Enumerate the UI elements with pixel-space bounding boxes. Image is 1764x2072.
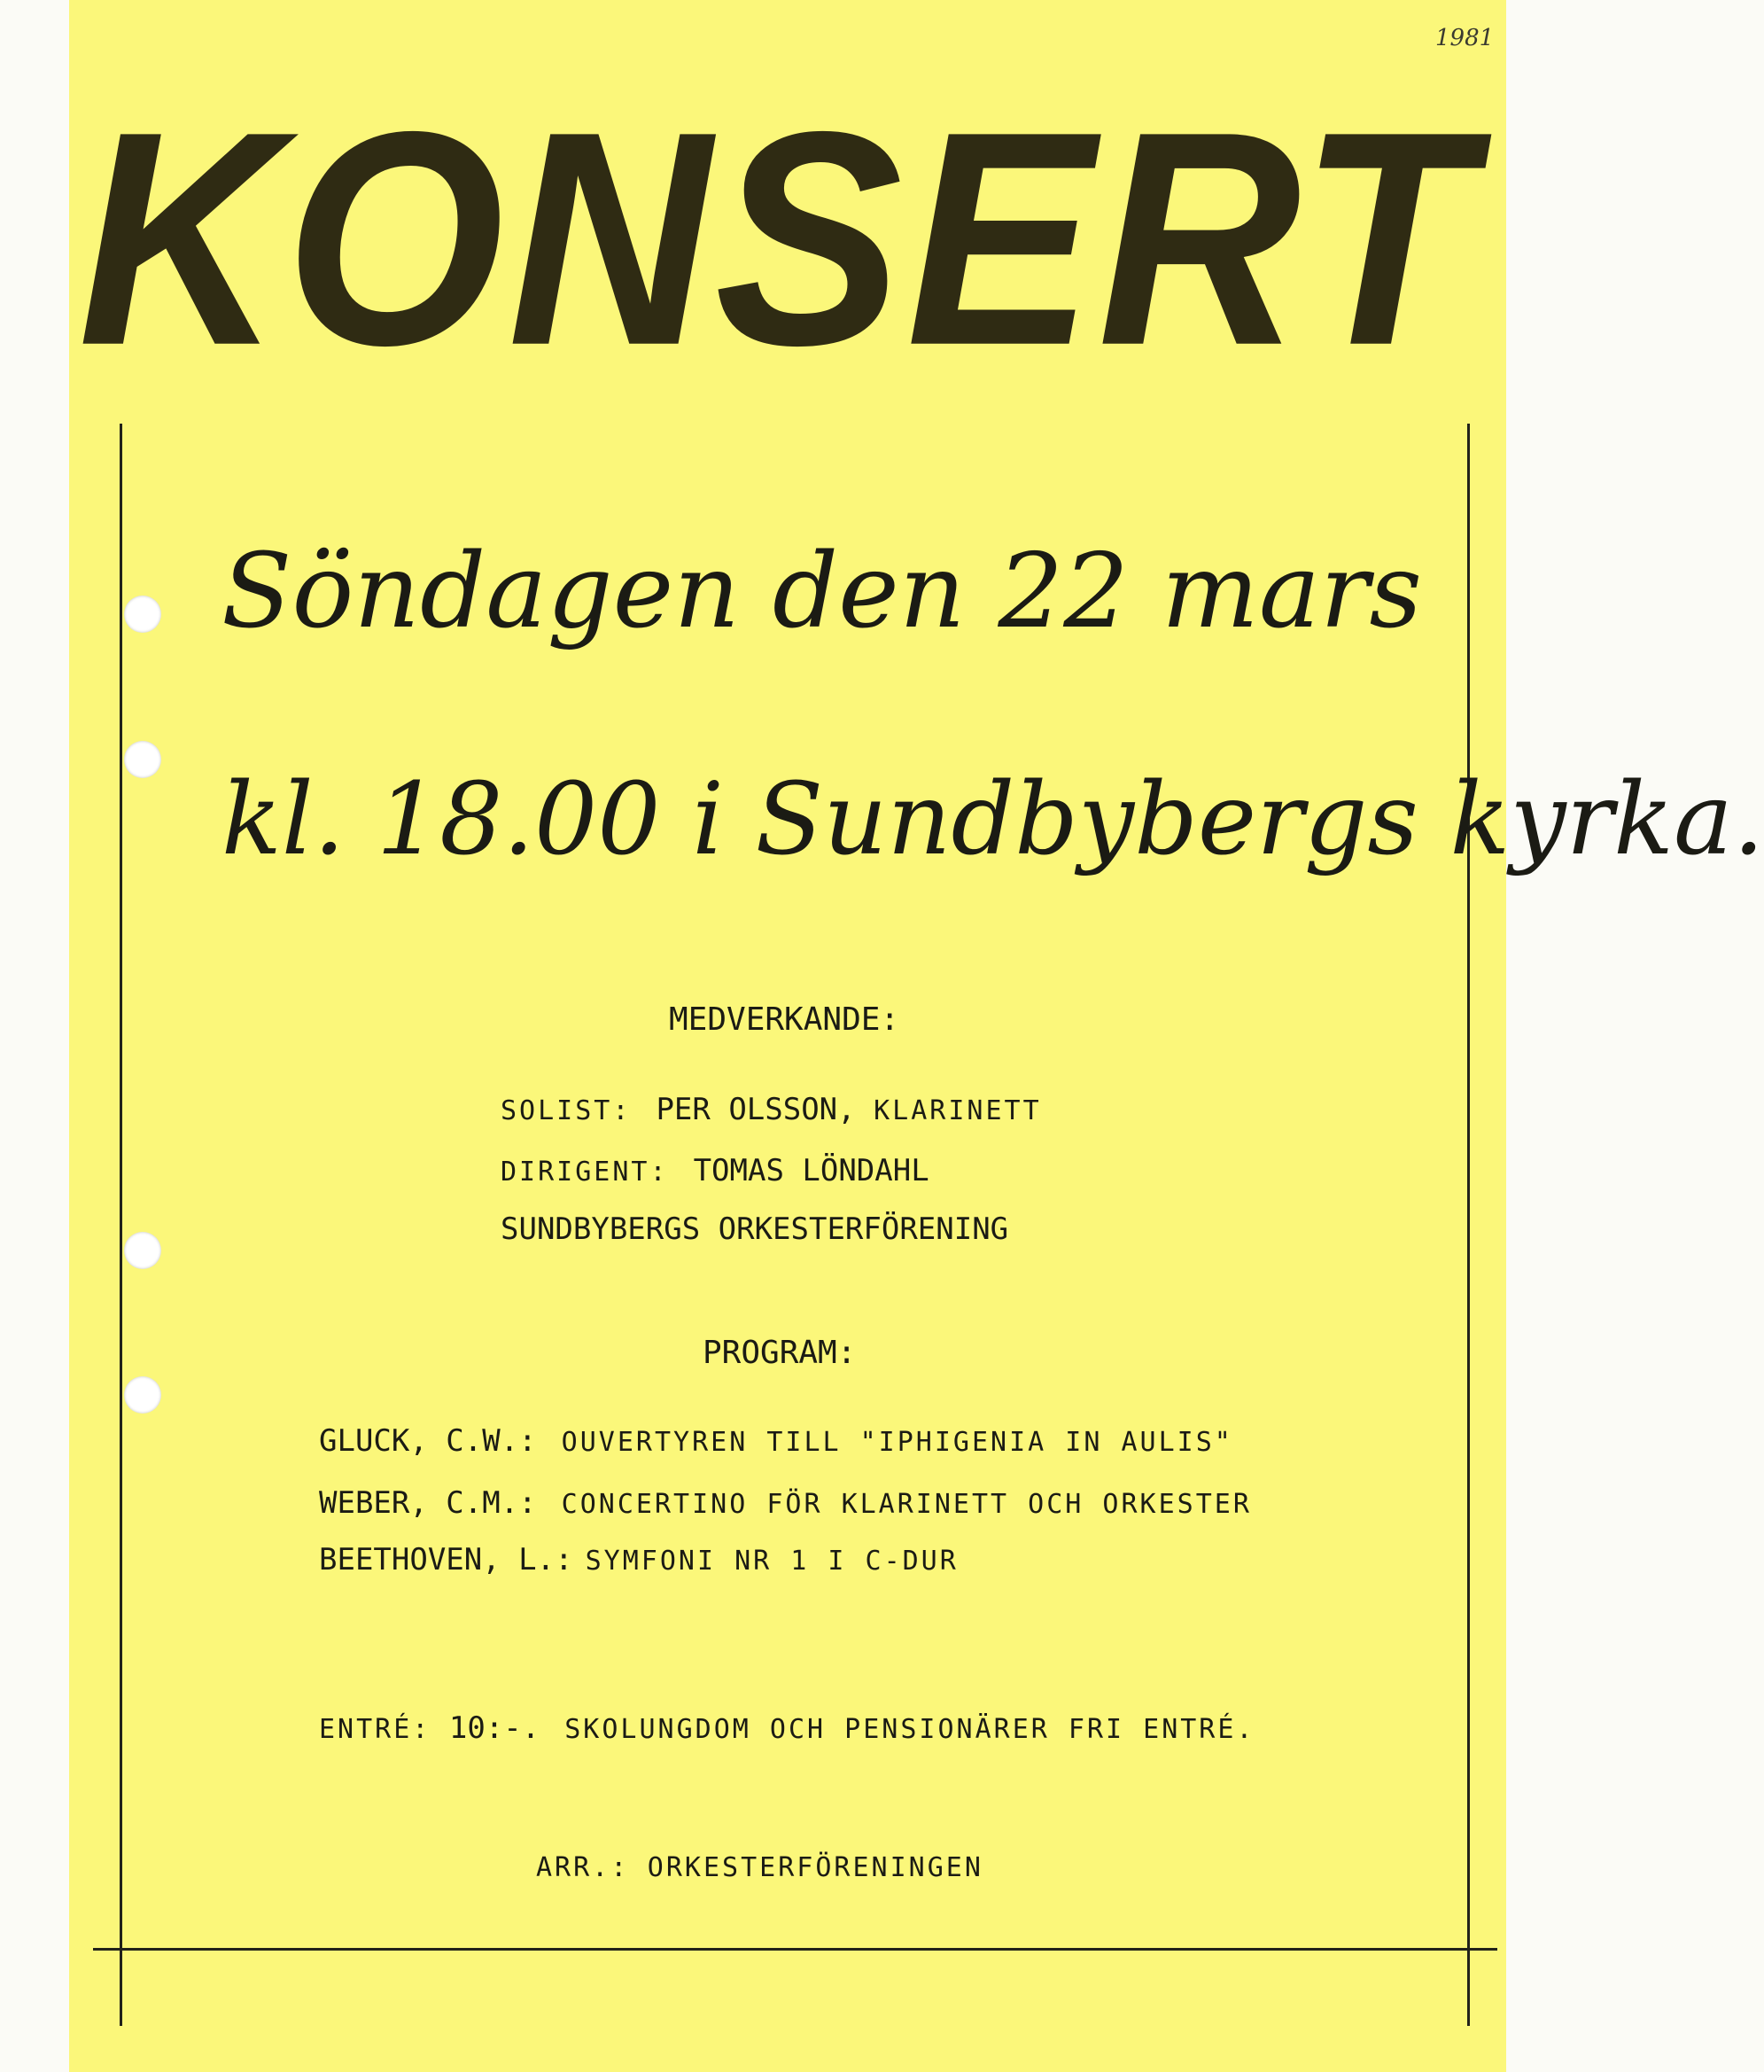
organizer-line: [536, 1849, 983, 1884]
soloist-label: SOLIST:: [501, 1095, 632, 1126]
punch-hole: [124, 741, 161, 778]
program-heading: PROGRAM:: [703, 1335, 857, 1371]
program-work: SYMFONI NR 1 I C-DUR: [585, 1546, 959, 1577]
conductor-label: DIRIGENT:: [501, 1157, 669, 1188]
program-composer: WEBER, C.M.:: [319, 1485, 537, 1521]
program-work: OUVERTYREN TILL "IPHIGENIA IN AULIS": [561, 1427, 1233, 1458]
program-item: [319, 1423, 1233, 1459]
organizer-label: ARR.:: [536, 1852, 630, 1883]
year-note: 1981: [1435, 25, 1495, 51]
program-composer: GLUCK, C.W.:: [319, 1423, 537, 1459]
punch-hole: [124, 1232, 161, 1269]
punch-hole: [124, 596, 161, 633]
right-border-line: [1467, 424, 1470, 2026]
program-item: [319, 1542, 959, 1577]
program-item: [319, 1485, 1252, 1521]
bottom-border-line: [93, 1948, 1497, 1951]
organizer-name: ORKESTERFÖRENINGEN: [647, 1852, 983, 1883]
entry-fee-line: [319, 1710, 1255, 1746]
soloist-instrument: KLARINETT: [874, 1095, 1042, 1126]
conductor-line: [501, 1153, 929, 1188]
program-composer: BEETHOVEN, L.:: [319, 1542, 573, 1577]
entry-note: SKOLUNGDOM OCH PENSIONÄRER FRI ENTRÉ.: [564, 1714, 1255, 1745]
entry-label: ENTRÉ:: [319, 1714, 431, 1745]
soloist-name: PER OLSSON,: [656, 1092, 856, 1127]
concert-time-place: kl. 18.00 i Sundbybergs kyrka.: [221, 762, 1764, 877]
program-work: CONCERTINO FÖR KLARINETT OCH ORKESTER: [561, 1489, 1252, 1520]
poster-title: KONSERT: [78, 68, 1476, 409]
entry-price: 10:-.: [448, 1710, 540, 1746]
performers-heading: MEDVERKANDE:: [669, 1001, 900, 1038]
punch-hole: [124, 1376, 161, 1414]
conductor-name: TOMAS LÖNDAHL: [693, 1153, 929, 1188]
soloist-line: [501, 1092, 1042, 1127]
orchestra-name: SUNDBYBERGS ORKESTERFÖRENING: [501, 1211, 1009, 1247]
concert-date: Söndagen den 22 mars: [221, 532, 1423, 651]
left-border-line: [120, 424, 122, 2026]
